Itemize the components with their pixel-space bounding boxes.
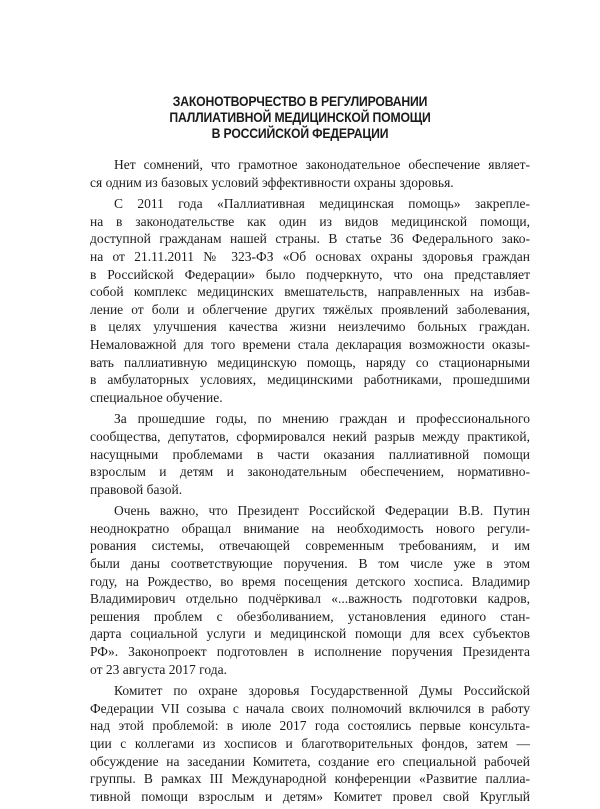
chapter-title-line: ЗАКОНОТВОРЧЕСТВО В РЕГУЛИРОВАНИИ xyxy=(172,94,428,110)
text-line: группы. В рамках III Международной конференции «Развитие паллиа- xyxy=(90,771,530,787)
text-line: РФ». Законопроект подготовлен в исполнение поручения Президента xyxy=(90,644,530,660)
text-line: дарта социальной услуги и медицинской помощи для всех субъектов xyxy=(90,626,530,642)
text-line: в Российской Федерации» было подчеркнуто, что она представляет xyxy=(90,266,530,282)
text-line: на в законодательстве как один из видов медицинской помощи, xyxy=(90,213,530,229)
text-line: С 2011 года «Паллиативная медицинская помощь» закрепле- xyxy=(114,196,530,212)
text-line: на от 21.11.2011 № 323-ФЗ «Об основах охраны здоровья граждан xyxy=(90,248,530,264)
text-line: были даны соответствующие поручения. В том числе уже в этом xyxy=(90,556,530,572)
text-line: решения проблем с обезболиванием, установления единого стан- xyxy=(90,608,530,624)
text-line: от 23 августа 2017 года. xyxy=(90,661,227,677)
text-line: Комитет по охране здоровья Государственной Думы Российской xyxy=(114,683,530,699)
text-line: Немаловажной для того времени стала декларация возможности оказы- xyxy=(90,336,530,352)
text-line: ление от боли и облегчение других тяжёлых проявлений заболевания, xyxy=(90,301,530,317)
text-line: ции с коллегами из хосписов и благотворительных фондов, затем — xyxy=(90,736,530,751)
text-line: насущными проблемами в части оказания паллиативной помощи xyxy=(90,446,530,462)
paragraph xyxy=(90,682,530,805)
chapter-title-line: В РОССИЙСКОЙ ФЕДЕРАЦИИ xyxy=(211,126,389,142)
paragraph xyxy=(90,410,530,498)
text-line: Нет сомнений, что грамотное законодательное обеспечение являет- xyxy=(114,157,530,172)
text-line: неоднократно обращал внимание на необходимость нового регули- xyxy=(90,520,530,536)
text-line: тивной помощи взрослым и детям» Комитет провел свой Круглый xyxy=(90,788,530,804)
text-line: году, на Рождество, во время посещения детского хосписа. Владимир xyxy=(90,573,530,589)
chapter-title xyxy=(128,94,472,142)
text-line: правовой базой. xyxy=(90,481,183,497)
text-line: вать паллиативную медицинскую помощь, наряду со стационарными xyxy=(90,354,530,370)
text-line: в целях улучшения качества жизни неизлечимо больных граждан. xyxy=(90,319,530,335)
text-line: в амбулаторных условиях, медицинскими работниками, прошедшими xyxy=(90,372,530,388)
text-line: взрослым и детям и законодательным обеспечением, нормативно- xyxy=(90,464,530,480)
paragraph xyxy=(90,195,530,406)
paragraph xyxy=(90,502,530,678)
text-line: над этой проблемой: в июле 2017 года состоялись первые консульта- xyxy=(90,718,530,734)
text-line: Очень важно, что Президент Российской Федерации В.В. Путин xyxy=(114,503,530,519)
text-line: сообщества, депутатов, сформировался некий разрыв между практикой, xyxy=(90,428,530,444)
text-line: доступной гражданам нашей страны. В статье 36 Федерального зако- xyxy=(90,231,530,247)
text-line: ся одним из базовых условий эффективности охраны здоровья. xyxy=(90,174,454,190)
paragraph xyxy=(90,156,530,191)
text-line: рования системы, отвечающей современным требованиям, и им xyxy=(90,538,530,554)
chapter-title-line: ПАЛЛИАТИВНОЙ МЕДИЦИНСКОЙ ПОМОЩИ xyxy=(169,110,431,126)
text-line: обсуждение на заседании Комитета, создание его специальной рабочей xyxy=(90,753,530,769)
text-line: специальное обучение. xyxy=(90,389,223,405)
body-text xyxy=(90,156,530,809)
text-line: Федерации VII созыва с начала своих полномочий включился в работу xyxy=(90,700,530,716)
text-line: Владимирович отдельно подчёркивал «...важность подготовки кадров, xyxy=(90,591,530,607)
text-line: За прошедшие годы, по мнению граждан и профессионального xyxy=(114,411,530,427)
text-line: собой комплекс медицинских вмешательств, направленных на избав- xyxy=(90,284,530,300)
